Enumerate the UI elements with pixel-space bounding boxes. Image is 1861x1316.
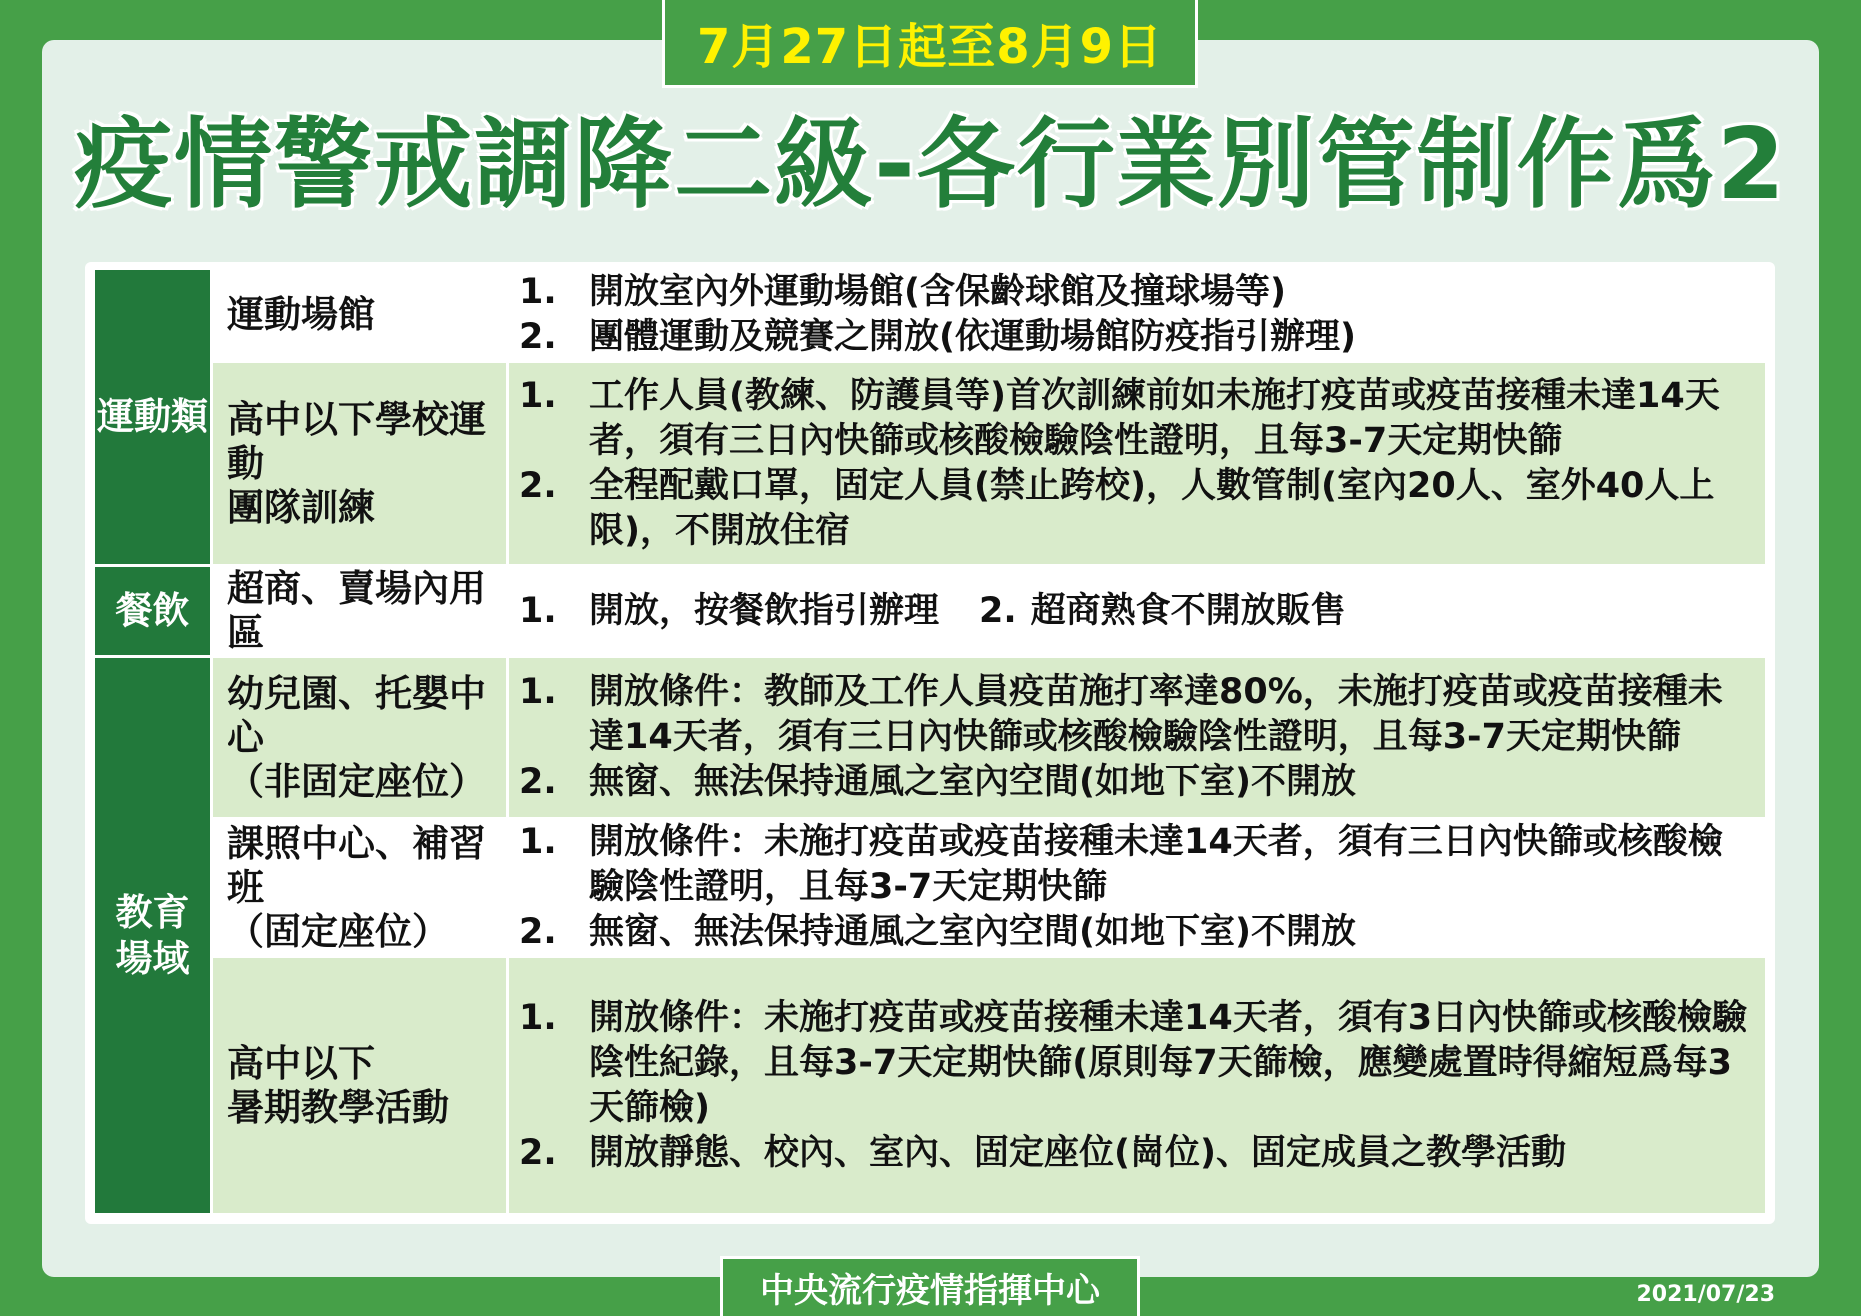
list-item [519,996,1753,1131]
footer-date: 2021/07/23 [1636,1282,1775,1307]
subcategory-line: 超商、賣場內用區 [227,567,486,654]
list-item [519,670,1753,760]
item-number: 1. [519,997,557,1038]
item-text: 工作人員(教練、防護員等)首次訓練前如未施打疫苗或疫苗接種未達14天者，須有三日內快篩或核酸檢驗陰性證明，且每3-7天定期快篩 [589,375,1720,461]
subcategory-cell [213,958,509,1216]
category-label: 教育 [115,890,190,934]
category-label: 運動類 [97,395,208,438]
detail-cell [509,270,1765,363]
item-text: 全程配戴口罩，固定人員(禁止跨校)，人數管制(室內20人、室外40人上限)，不開放住宿 [589,465,1715,551]
subcategory-line: 高中以下學校運動 [227,397,486,485]
item-text: 開放條件：教師及工作人員疫苗施打率達80%，未施打疫苗或疫苗接種未達14天者，須有三日內快篩或核酸檢驗陰性證明，且每3-7天定期快篩 [589,672,1723,757]
item-number: 1. [519,590,557,631]
item-number: 1. [519,672,557,712]
footer-org-text: 中央流行疫情指揮中心 [760,1271,1100,1311]
subcategory-cell [213,270,509,363]
category-education [95,658,213,1216]
subcategory-line: 運動場館 [227,293,375,336]
list-item [519,374,1753,464]
item-text: 無窗、無法保持通風之室內空間(如地下室)不開放 [589,762,1356,802]
category-sports [95,270,213,567]
item-number: 1. [519,375,557,416]
subcategory-line: 團隊訓練 [227,485,375,529]
inline-items [519,589,1753,634]
page-title: 疫情警戒調降二級-各行業別管制作爲2 [74,108,1787,222]
detail-cell [509,958,1765,1216]
regulation-table-panel [85,262,1775,1224]
item-text: 開放室內外運動場館(含保齡球館及撞球場等) [589,272,1286,312]
list-item [519,464,1753,554]
list-item [519,270,1753,315]
table-row [95,363,1765,567]
table-row [95,958,1765,1216]
subcategory-cell [213,820,509,958]
detail-cell [509,658,1765,820]
item-text: 團體運動及競賽之開放(依運動場館防疫指引辦理) [589,317,1356,357]
item-number: 2. [519,317,557,357]
item-number: 2. [519,762,557,802]
table-row [95,820,1765,958]
date-range-text: 7月27日起至8月9日 [697,19,1163,75]
subcategory-line: （固定座位） [227,909,449,953]
item-number: 2. [519,912,557,952]
regulation-table [95,270,1765,1216]
detail-cell [509,363,1765,567]
table-row [95,658,1765,820]
item-text: 開放，按餐飲指引辦理 [589,590,940,631]
subcategory-line: （非固定座位） [227,759,486,803]
item-text: 開放條件：未施打疫苗或疫苗接種未達14天者，須有3日內快篩或核酸檢驗陰性紀錄，且每3-7天定期快篩(原則每7天篩檢，應變處置時得縮短爲每3天篩檢) [589,997,1748,1128]
category-label: 餐飲 [115,589,190,632]
date-range-banner [662,0,1198,88]
category-label: 場域 [115,936,190,980]
list-item [519,910,1753,955]
subcategory-cell [213,567,509,658]
item-number: 2. [519,465,557,506]
item-text: 超商熟食不開放販售 [1030,590,1346,631]
item-number: 1. [519,822,557,862]
list-item [519,1131,1753,1176]
subcategory-line: 高中以下 [227,1041,375,1085]
subcategory-line: 課照中心、補習班 [227,821,486,909]
item-number: 2. [519,1132,557,1173]
table-row [95,270,1765,363]
item-text: 開放條件：未施打疫苗或疫苗接種未達14天者，須有三日內快篩或核酸檢驗陰性證明，且每3-7天定期快篩 [589,822,1723,907]
detail-cell [509,820,1765,958]
detail-cell [509,567,1765,658]
table-row [95,567,1765,658]
list-item [519,820,1753,910]
subcategory-cell [213,658,509,820]
spacer [939,589,979,634]
list-item [519,315,1753,360]
item-number: 1. [519,272,557,312]
subcategory-line: 幼兒園、托嬰中心 [227,671,486,759]
category-dining [95,567,213,658]
subcategory-line: 暑期教學活動 [227,1085,449,1129]
list-item [519,760,1753,805]
item-text: 開放靜態、校內、室內、固定座位(崗位)、固定成員之教學活動 [589,1132,1566,1173]
item-text: 無窗、無法保持通風之室內空間(如地下室)不開放 [589,912,1356,952]
item-number: 2. [979,590,1017,631]
footer-org-banner [720,1256,1140,1316]
subcategory-cell [213,363,509,567]
